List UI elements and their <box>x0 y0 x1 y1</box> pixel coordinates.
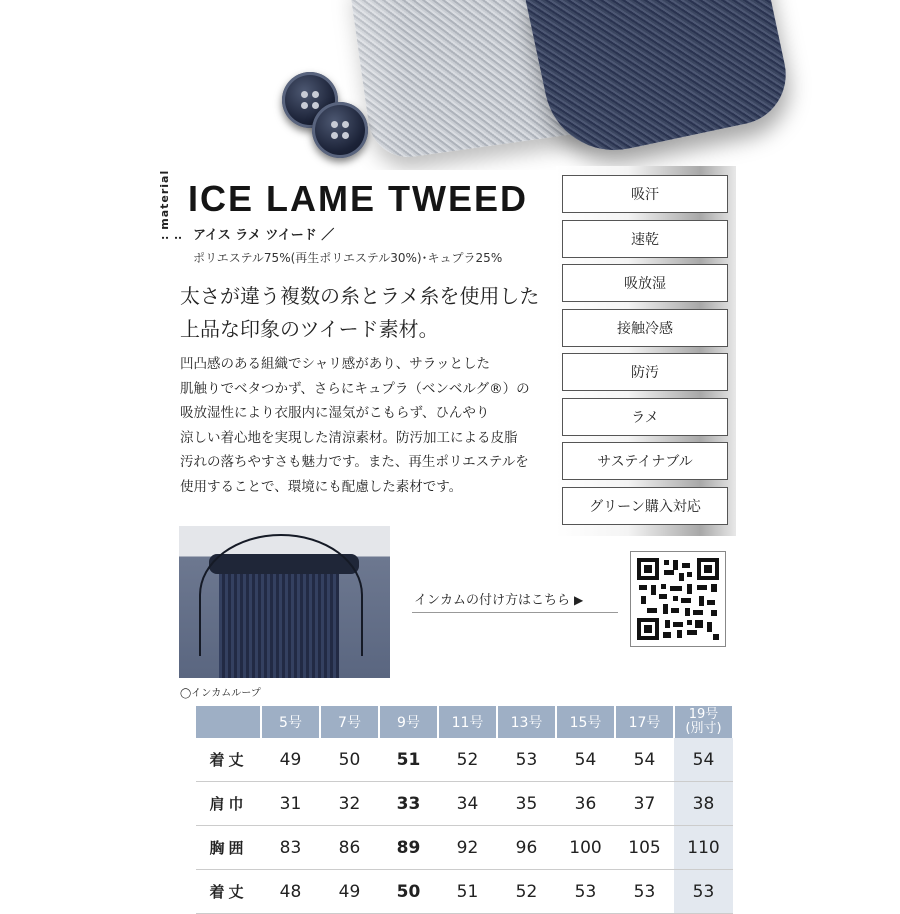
intercom-howto-link[interactable] <box>414 589 583 608</box>
size-header-cell: 7号 <box>320 706 379 738</box>
table-cell: 100 <box>556 826 615 870</box>
feature-tag: 防汚 <box>562 353 728 391</box>
table-cell: 48 <box>261 870 320 914</box>
headline-line: 太さが違う複数の糸とラメ糸を使用した <box>180 284 540 308</box>
size-header-cell: 11号 <box>438 706 497 738</box>
size-header-cell: 5号 <box>261 706 320 738</box>
fabric-hero-image <box>0 0 900 170</box>
table-row <box>196 738 733 782</box>
table-cell: 52 <box>497 870 556 914</box>
table-cell: 35 <box>497 782 556 826</box>
table-cell: 53 <box>615 870 674 914</box>
table-cell: 33 <box>379 782 438 826</box>
table-cell: 51 <box>438 870 497 914</box>
table-cell: 54 <box>615 738 674 782</box>
material-title: ICE LAME TWEED <box>188 178 528 219</box>
size-header-cell: 15号 <box>556 706 615 738</box>
feature-tag: 吸汗 <box>562 175 728 213</box>
row-label: 着丈 <box>196 870 261 914</box>
feature-tag: サステイナブル <box>562 442 728 480</box>
table-cell: 49 <box>261 738 320 782</box>
table-cell: 53 <box>674 870 733 914</box>
size-header-cell-custom <box>674 706 733 738</box>
description-line: 涼しい着心地を実現した清涼素材。防汚加工による皮脂 <box>180 429 518 446</box>
feature-tag: グリーン購入対応 <box>562 487 728 525</box>
material-label: : material : <box>158 169 184 240</box>
table-cell: 96 <box>497 826 556 870</box>
description-line: 汚れの落ちやすさも魅力です。また、再生ポリエステルを <box>180 454 529 470</box>
size-header-line: 19号 <box>688 707 719 722</box>
material-subtitle: アイス ラメ ツイード ／ <box>193 228 335 243</box>
intercom-loop-photo <box>179 526 390 678</box>
description-line: 使用することで、環境にも配慮した素材です。 <box>180 478 463 495</box>
table-cell: 53 <box>497 738 556 782</box>
feature-tag: ラメ <box>562 398 728 436</box>
size-header-line: (別寸) <box>685 721 722 736</box>
feature-list <box>562 175 728 531</box>
table-cell: 105 <box>615 826 674 870</box>
row-label: 胸囲 <box>196 826 261 870</box>
table-cell: 34 <box>438 782 497 826</box>
feature-tag: 吸放湿 <box>562 264 728 302</box>
coat-button-icon <box>312 102 368 158</box>
feature-tag: 接触冷感 <box>562 309 728 347</box>
table-cell: 53 <box>556 870 615 914</box>
table-cell: 52 <box>438 738 497 782</box>
table-row <box>196 870 733 914</box>
table-cell: 92 <box>438 826 497 870</box>
table-cell: 50 <box>320 738 379 782</box>
play-arrow-icon: ▶ <box>574 593 584 607</box>
description-line: 凹凸感のある組織でシャリ感があり、サラッとした <box>180 356 490 372</box>
table-cell: 37 <box>615 782 674 826</box>
size-header-cell: 9号 <box>379 706 438 738</box>
material-composition: ポリエステル75%(再生ポリエステル30%)･キュプラ25% <box>193 251 503 265</box>
size-table <box>196 706 734 914</box>
qr-code-icon <box>637 558 719 640</box>
description <box>180 352 540 499</box>
qr-code[interactable] <box>630 551 726 647</box>
feature-tag: 速乾 <box>562 220 728 258</box>
table-row <box>196 782 733 826</box>
row-label: 肩巾 <box>196 782 261 826</box>
table-cell: 51 <box>379 738 438 782</box>
table-cell: 89 <box>379 826 438 870</box>
description-line: 肌触りでベタつかず、さらにキュプラ（ベンベルグ®）の <box>180 380 530 397</box>
headline <box>180 280 560 346</box>
table-cell: 86 <box>320 826 379 870</box>
row-label: 着丈 <box>196 738 261 782</box>
photo-caption: ◯インカムループ <box>180 688 261 699</box>
size-header-cell: 17号 <box>615 706 674 738</box>
intercom-link-label: インカムの付け方はこちら <box>414 593 571 608</box>
table-row <box>196 826 733 870</box>
table-cell: 54 <box>674 738 733 782</box>
size-header-cell: 13号 <box>497 706 556 738</box>
table-cell: 31 <box>261 782 320 826</box>
table-cell: 50 <box>379 870 438 914</box>
table-cell: 32 <box>320 782 379 826</box>
table-cell: 54 <box>556 738 615 782</box>
headline-line: 上品な印象のツイード素材。 <box>180 317 439 341</box>
table-cell: 83 <box>261 826 320 870</box>
size-header-corner <box>196 706 261 738</box>
table-cell: 36 <box>556 782 615 826</box>
table-cell: 38 <box>674 782 733 826</box>
description-line: 吸放湿性により衣服内に湿気がこもらず、ひんやり <box>180 405 490 421</box>
link-underline <box>412 612 618 613</box>
table-cell: 110 <box>674 826 733 870</box>
table-cell: 49 <box>320 870 379 914</box>
size-header-row <box>196 706 733 738</box>
